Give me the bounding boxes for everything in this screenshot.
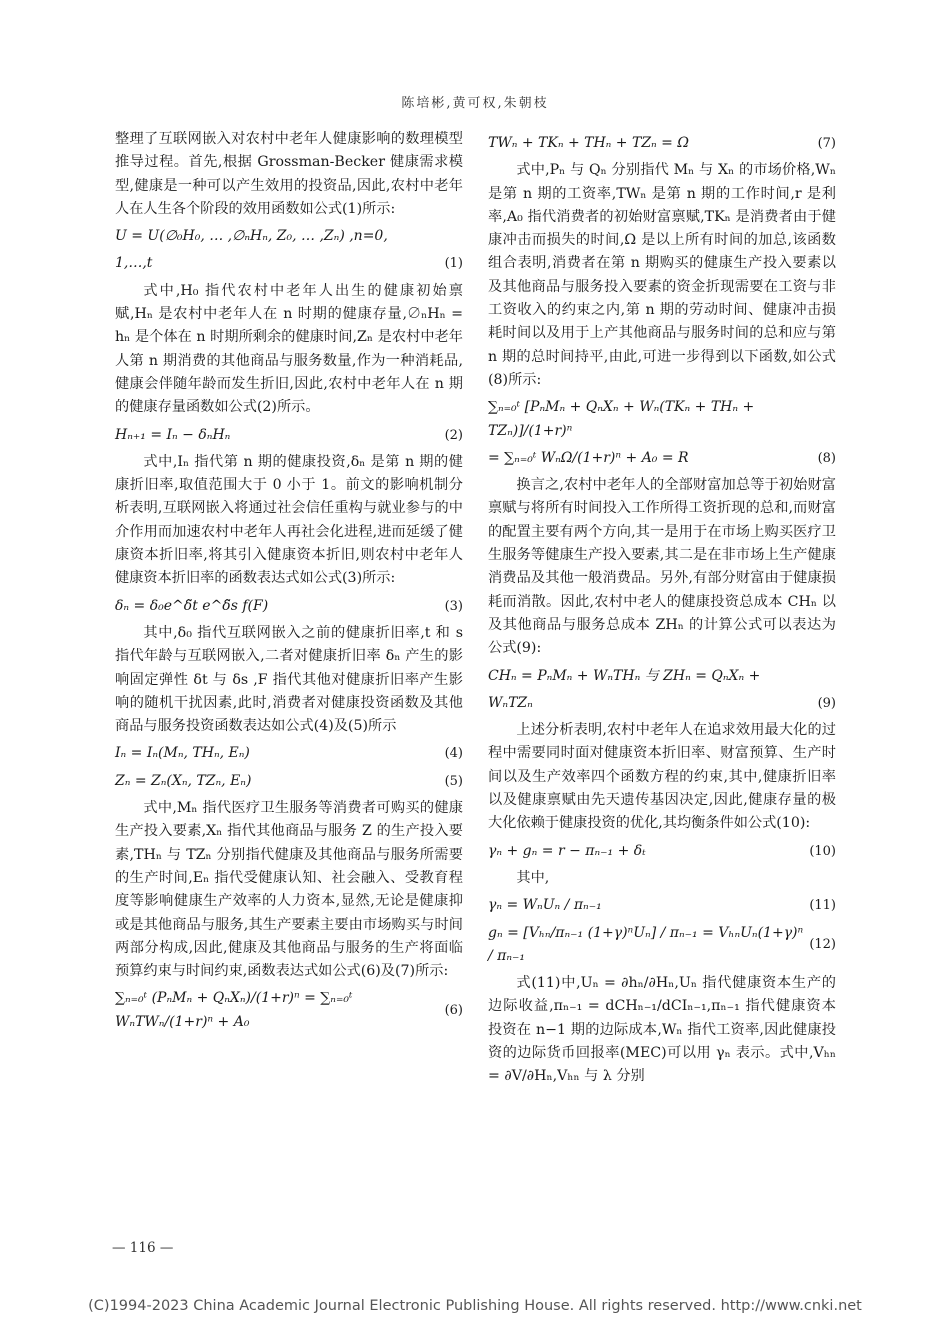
equation-number: (3) (444, 598, 463, 614)
equation (115, 252, 463, 275)
paragraph: 换言之,农村中老年人的全部财富加总等于初始财富禀赋与将所有时间投入工作所得工资折现的总和,而财富的配置主要有两个方向,其一是用于在市场上购买医疗卫生服务等健康生产投入要素,其二是在非市场上生产健康消费品及其他一般消费品。另外,有部分财富由于健康损耗而消散。因此,农村中老人的健康投资总成本 CHₙ 以及其他商品与服务总成本 ZHₙ 的计算公式可以表达为公式(9): (488, 477, 836, 657)
copyright-line: (C)1994-2023 China Academic Journal Electronic Publishing House. All rights reserved. http://www.cnki.net (88, 1298, 862, 1314)
equation (115, 424, 463, 447)
equation-formula: δₙ = δ₀e^δ̃t e^δ̃s f(F) (115, 597, 269, 614)
left-column (115, 128, 463, 1038)
equation-number: (9) (817, 695, 836, 711)
equation (488, 922, 836, 969)
equation (488, 396, 836, 443)
equation-formula: ∑ₙ₌₀ᵗ [PₙMₙ + QₙXₙ + Wₙ(TKₙ + THₙ + TZₙ)]/(1+r)ⁿ (488, 399, 755, 439)
paragraph: 上述分析表明,农村中老年人在追求效用最大化的过程中需要同时面对健康资本折旧率、财富预算、生产时间以及生产效率四个函数方程的约束,其中,健康折旧率以及健康禀赋由先天遗传基因决定,因此,健康存量的极大化依赖于健康投资的优化,其均衡条件如公式(10): (488, 722, 836, 832)
equation (115, 595, 463, 618)
equation-number: (2) (444, 427, 463, 443)
equation (115, 770, 463, 793)
equation-formula: = ∑ₙ₌₀ᵗ WₙΩ/(1+r)ⁿ + A₀ = R (488, 449, 689, 466)
equation (115, 987, 463, 1034)
equation (488, 894, 836, 917)
equation-number: (4) (444, 746, 463, 762)
equation (488, 665, 836, 688)
equation-formula: gₙ = [Vₕₙ/πₙ₋₁ (1+γ)ⁿUₙ] / πₙ₋₁ = VₕₙUₙ(1+γ)ⁿ / πₙ₋₁ (488, 924, 804, 964)
page-number: — 116 — (112, 1240, 174, 1256)
equation-number: (6) (444, 1003, 463, 1019)
paragraph: 式中,Pₙ 与 Qₙ 分别指代 Mₙ 与 Xₙ 的市场价格,Wₙ 是第 n 期的工资率,TWₙ 是第 n 期的工作时间,r 是利率,A₀ 指代消费者的初始财富禀赋,TKₙ 是消费者由于健康冲击而损失的时间,Ω 是以上所有时间的加总,该函数组合表明,消费者在第 n 期购买的健康生产投入要素以及其他商品与服务投入要素的资金折现需要在工资与非工资收入的约束之内,第 n 期的劳动时间、健康冲击损耗时间以及用于上产其他商品与服务时间的总和应与第 n 期的总时间持平,由此,可进一步得到以下函数,如公式(8)所示: (488, 162, 836, 388)
equation (488, 840, 836, 863)
equation (488, 692, 836, 715)
paragraph: 其中,δ₀ 指代互联网嵌入之前的健康折旧率,t 和 s 指代年龄与互联网嵌入,二者对健康折旧率 δₙ 产生的影响固定弹性 δt 与 δs ,F 指代其他对健康折旧率产生影响的随机干扰因素,此时,消费者对健康投资函数及其他商品与服务投资函数表达如公式(4)及(5)所示 (115, 624, 463, 735)
equation-number: (7) (817, 136, 836, 151)
paragraph: 其中, (516, 869, 550, 886)
equation-formula: Hₙ₊₁ = Iₙ − δₙHₙ (115, 426, 231, 443)
equation-number: (5) (444, 773, 463, 789)
paragraph: 式(11)中,Uₙ = ∂hₙ/∂Hₙ,Uₙ 指代健康资本生产的边际收益,πₙ₋₁ = dCHₙ₋₁/dCIₙ₋₁,πₙ₋₁ 指代健康资本投资在 n−1 期的边际成本,Wₙ 指代工资率,因此健康投资的边际货币回报率(MEC)可以用 γₙ 表示。式中,Vₕₙ = ∂V/∂Hₙ,Vₕₙ 与 λ 分别 (488, 975, 836, 1085)
equation-formula: γₙ + gₙ = r − πₙ₋₁ + δₜ (488, 842, 646, 859)
equation-formula: γₙ = WₙUₙ / πₙ₋₁ (488, 897, 602, 914)
equation (488, 132, 836, 155)
equation-formula: CHₙ = PₙMₙ + WₙTHₙ 与 ZHₙ = QₙXₙ + (488, 667, 761, 684)
running-header: 陈培彬,黄可权,朱朝枝 (401, 96, 549, 111)
equation (115, 742, 463, 765)
paragraph: 整理了互联网嵌入对农村中老年人健康影响的数理模型推导过程。首先,根据 Grossman-Becker 健康需求模型,健康是一种可以产生效用的投资品,因此,农村中老年人在人生各个阶段的效用函数如公式(1)所示: (115, 131, 463, 217)
paragraph: 式中,Iₙ 指代第 n 期的健康投资,δₙ 是第 n 期的健康折旧率,取值范围大于 0 小于 1。前文的影响机制分析表明,互联网嵌入将通过社会信任重构与就业参与的中介作用而加速农村中老年人再社会化进程,进而延缓了健康资本折旧率,将其引入健康资本折旧,则农村中老年人健康资本折旧率的函数表达式如公式(3)所示: (115, 453, 463, 587)
equation-formula: WₙTZₙ (488, 694, 533, 711)
equation-number: (11) (809, 898, 836, 914)
equation (488, 447, 836, 470)
equation-formula: TWₙ + TKₙ + THₙ + TZₙ = Ω (488, 135, 689, 151)
equation (115, 225, 463, 248)
paragraph: 式中,Mₙ 指代医疗卫生服务等消费者可购买的健康生产投入要素,Xₙ 指代其他商品与服务 Z 的生产投入要素,THₙ 与 TZₙ 分别指代健康及其他商品与服务所需要的生产时间,Eₙ 指代受健康认知、社会融入、受教育程度等影响健康生产效率的人力资本,显然,无论是健康抑或是其他商品与服务,其生产要素主要由市场购买与时间两部分构成,因此,健康及其他商品与服务的生产将面临预算约束与时间约束,函数表达式如公式(6)及(7)所示: (115, 800, 463, 980)
equation-formula: Zₙ = Zₙ(Xₙ, TZₙ, Eₙ) (115, 772, 252, 789)
equation-formula: Iₙ = Iₙ(Mₙ, THₙ, Eₙ) (115, 745, 250, 762)
equation-number: (12) (809, 937, 836, 953)
equation-formula: ∑ₙ₌₀ᵗ (PₙMₙ + QₙXₙ)/(1+r)ⁿ = ∑ₙ₌₀ᵗ WₙTWₙ/(1+r)ⁿ + A₀ (115, 990, 353, 1030)
equation-formula: U = U(∅₀H₀, … ,∅ₙHₙ, Z₀, … ,Zₙ) ,n=0, (115, 228, 388, 245)
equation-number: (1) (444, 256, 463, 272)
right-column (488, 128, 836, 1089)
equation-number: (8) (817, 450, 836, 466)
equation-number: (10) (809, 843, 836, 859)
equation-formula: 1,…,t (115, 255, 153, 272)
paragraph: 式中,H₀ 指代农村中老年人出生的健康初始禀赋,Hₙ 是农村中老年人在 n 时期的健康存量,∅ₙHₙ = hₙ 是个体在 n 时期所剩余的健康时间,Zₙ 是农村中老年人第 n 期消费的其他商品与服务数量,作为一种消耗品,健康会伴随年龄而发生折旧,因此,农村中老年人在 n 期的健康存量函数如公式(2)所示。 (115, 282, 463, 416)
